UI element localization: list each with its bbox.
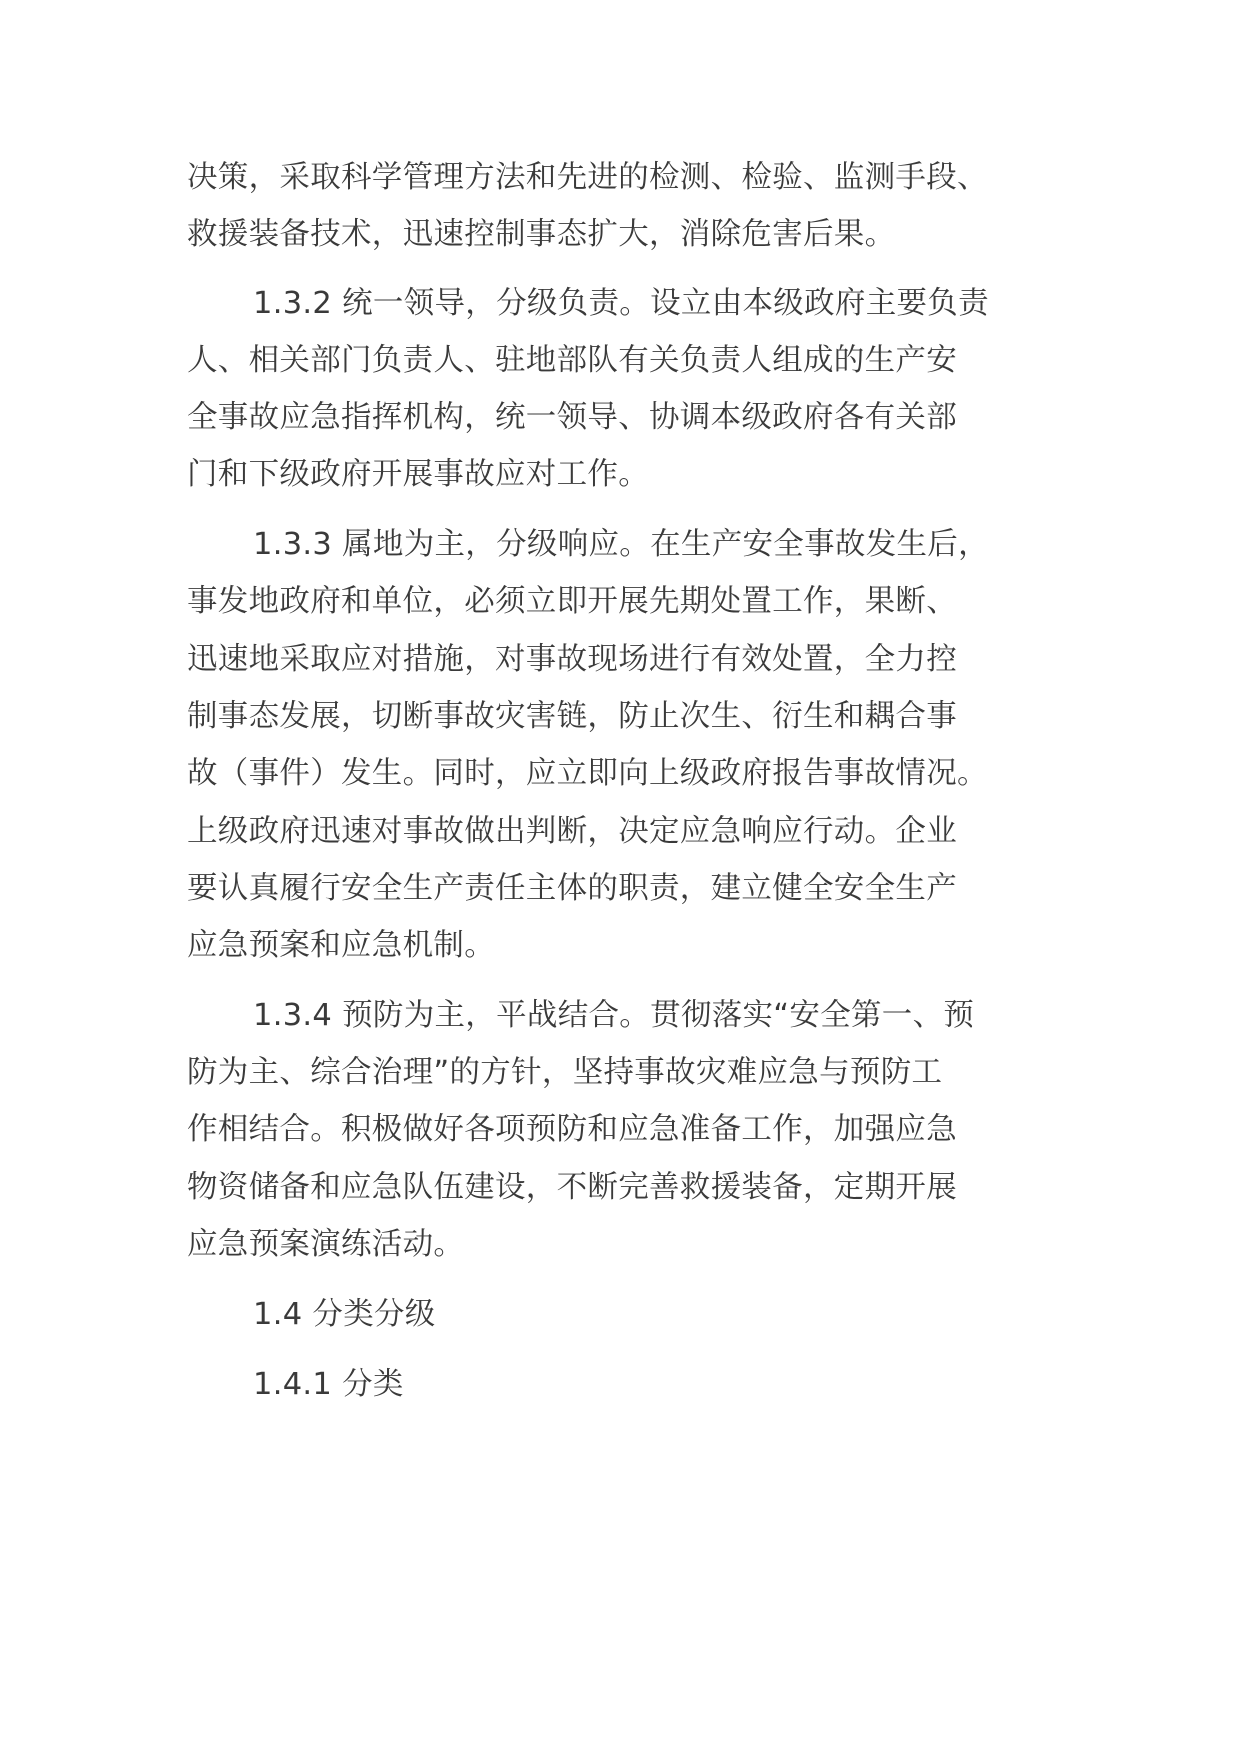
paragraph-line: 要认真履行安全生产责任主体的职责，建立健全安全生产: [187, 871, 957, 906]
paragraph-line: 物资储备和应急队伍建设，不断完善救援装备，定期开展: [187, 1170, 957, 1205]
paragraph-line: 门和下级政府开展事故应对工作。: [187, 457, 649, 492]
paragraph-line: 救援装备技术，迅速控制事态扩大，消除危害后果。: [187, 217, 896, 252]
paragraph-line: 上级政府迅速对事故做出判断，决定应急响应行动。企业: [187, 814, 957, 849]
paragraph-line: 防为主、综合治理”的方针，坚持事故灾难应急与预防工: [187, 1055, 943, 1090]
paragraph-line: 人、相关部门负责人、驻地部队有关负责人组成的生产安: [187, 343, 957, 378]
paragraph-line: 应急预案演练活动。: [187, 1227, 465, 1262]
paragraph-line: 1.3.4 预防为主，平战结合。贯彻落实“安全第一、预: [253, 998, 975, 1033]
paragraph-line: 迅速地采取应对措施，对事故现场进行有效处置，全力控: [187, 642, 957, 677]
paragraph-line: 1.3.3 属地为主，分级响应。在生产安全事故发生后，: [253, 527, 989, 562]
paragraph-line: 决策，采取科学管理方法和先进的检测、检验、监测手段、: [187, 160, 988, 195]
paragraph-line: 应急预案和应急机制。: [187, 928, 495, 963]
paragraph-line: 故（事件）发生。同时，应立即向上级政府报告事故情况。: [187, 756, 988, 791]
paragraph-line: 制事态发展，切断事故灾害链，防止次生、衍生和耦合事: [187, 699, 957, 734]
subsection-heading: 1.4.1 分类: [253, 1367, 404, 1402]
paragraph-line: 全事故应急指挥机构，统一领导、协调本级政府各有关部: [187, 400, 957, 435]
section-heading: 1.4 分类分级: [253, 1297, 436, 1332]
paragraph-line: 事发地政府和单位，必须立即开展先期处置工作，果断、: [187, 584, 957, 619]
paragraph-line: 作相结合。积极做好各项预防和应急准备工作，加强应急: [187, 1112, 957, 1147]
paragraph-line: 1.3.2 统一领导，分级负责。设立由本级政府主要负责: [253, 286, 989, 321]
